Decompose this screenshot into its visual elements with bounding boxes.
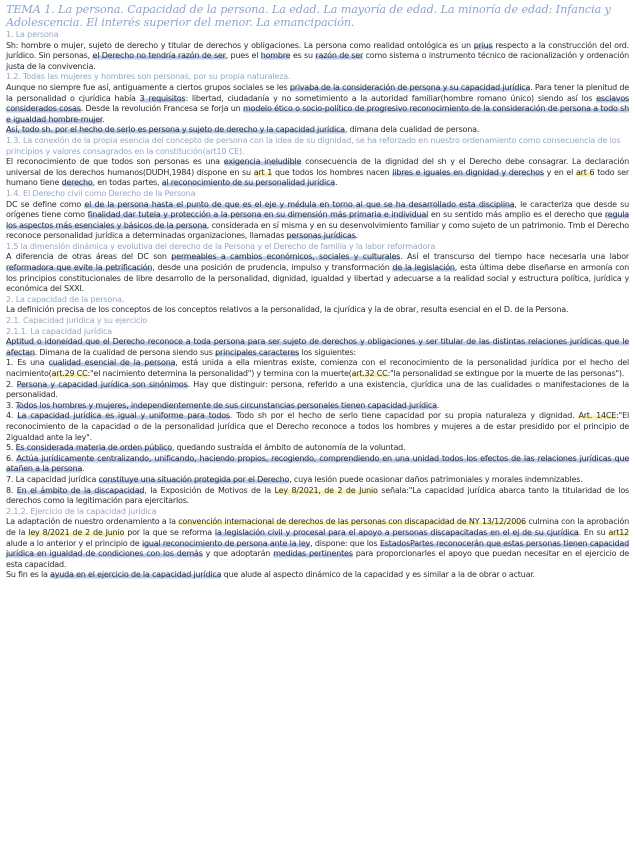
highlight: La capacidad jurídica es igual y uniforme para todos — [17, 411, 230, 421]
heading-1-3: 1.3. La conexión de la propia esencia del concepto de persona con la idea de su dignidad, se ha reforzado en nuestro ordenamiento como consecuencia de los principios y valores consagrados en la constitución(art10 CE). — [6, 135, 621, 156]
highlight: art12 — [608, 527, 629, 537]
highlight: al reconocimiento de su personalidad jurídica — [161, 178, 335, 188]
highlight: cualidad esencial de la persona — [48, 358, 176, 368]
list-item-1: 1. Es una cualidad esencial de la persona, está unida a ella mientras existe, comienza con el reconocimiento de la personalidad jurídica por el hecho del nacimiento(art.29 CC:"el nacimiento determina la personalidad") y termina con la muerte(art.32 CC:"la personalidad se extingue por la muerte de las personas"). — [6, 358, 630, 378]
highlight: principales caracteres — [215, 347, 299, 357]
paragraph-1: Sh: hombre o mujer, sujeto de derecho y titular de derechos y obligaciones. La persona como realidad ontológica es un prius respecto a la construcción del ord. jurídico. Sin personas, el Derecho no tendría razón de ser, pues el hombre es su razón de ser como sistema o instrumento técnico de racionalización y ordenación justa de la convivencia. — [6, 40, 630, 71]
list-item-2: 2. Persona y capacidad jurídica son sinónimos. Hay que distinguir: persona, referido a una existencia, cjurídica una de las cualidades o manifestaciones de la personalidad. — [6, 379, 629, 400]
paragraph-1-2b: Así, todo sh. por el hecho de serlo es persona y sujeto de derecho y la capacidad jurídica, dimana dela cualidad de persona. — [6, 125, 480, 135]
highlight: art.29 CC — [51, 369, 88, 378]
highlight: medidas pertinentes — [273, 549, 353, 559]
highlight: art.32 CC — [351, 369, 388, 378]
heading-2-1-2: 2.1.2. Ejercicio de la capacidad jurídica — [6, 506, 157, 516]
highlight: la legislación civil y procesal para el apoyo a personas discapacitadas en el ej de su cjurídica — [214, 527, 579, 537]
highlight: finalidad dar tutela y protección a la persona en su dimensión más primaria e individual — [87, 210, 429, 220]
paragraph-1-4: DC se define como el de la persona hasta el punto de que es el eje y médula en torno al que se ha desarrollado esta disciplina, le caracteriza que desde su orígenes tiene como finalidad dar tutela y protección a la persona en su dimensión más primaria e individual en su sentido más amplio es el derecho que regula los aspectos más esenciales y básicos de la persona, considerada en sí misma y en su desenvolvimiento familiar y como sujeto de un patrimonio. Tmb el Derecho reconoce personalidad jurídica a determinadas organizaciones, llamadas personas jurídicas. — [6, 199, 630, 241]
highlight: exigencia ineludible — [223, 157, 302, 167]
highlight: Aptitud o idoneidad que el Derecho reconoce a toda persona para ser sujeto de derechos y obligaciones y ser titular de las distintas relaciones jurídicas que le afectan — [6, 337, 629, 357]
highlight: esclavos considerados cosas — [6, 93, 629, 114]
highlight: ayuda en el ejercicio de la capacidad jurídica — [50, 570, 222, 580]
highlight: ley 8/2021 de 2 de Junio — [28, 527, 125, 537]
heading-1-4: 1.4. El Derecho civil como Derecho de la Persona — [6, 188, 196, 198]
highlight: constituye una situación protegida por el Derecho — [98, 474, 290, 484]
heading-1: 1. La persona — [6, 30, 59, 39]
highlight: igual reconocimiento de persona ante la ley — [141, 538, 311, 548]
highlight: el Derecho no tendría razón de ser — [92, 51, 226, 61]
list-item-3: 3. Todos los hombres y mujeres, independientemente de sus circunstancias personales tienen capacidad jurídica. — [6, 400, 440, 410]
heading-2: 2. La capacidad de la persona. — [6, 294, 125, 304]
highlight: de la legislación — [392, 263, 455, 273]
highlight: Todos los hombres y mujeres, independientemente de sus circunstancias personales tienen capacidad jurídica — [15, 400, 437, 410]
highlight: EstadosPartes reconocerán que estas personas tienen capacidad jurídica en igualdad de condiciones con los demás — [6, 538, 629, 559]
highlight: regula los aspectos más esenciales y básicos de la persona — [6, 210, 629, 230]
highlight: modelo ético o socio-político de progresivo reconocimiento de la consideración de persona a todo sh e igualdad hombre-mujer — [6, 104, 629, 124]
paragraph-1-3: El reconocimiento de que todos son personas es una exigencia ineludible consecuencia de la dignidad del sh y el Derecho debe consagrar. La declaración universal de los derechos humanos(DUDH,1984) dispone en su art 1 que todos los hombres nacen libres e iguales en dignidad y derechos y en el art 6 todo ser humano tiene derecho, en todas partes, al reconocimiento de su personalidad jurídica. — [6, 157, 629, 188]
highlight: derecho — [61, 178, 93, 188]
highlight: art 6 — [575, 167, 595, 177]
page-title: TEMA 1. La persona. Capacidad de la persona. La edad. La mayoría de edad. La minoría de edad: Infancia y Adolescencia. El interés superior del menor. La emancipación. — [6, 3, 611, 29]
paragraph-1-2: Aunque no siempre fue así, antiguamente a ciertos grupos sociales se les privaba de la consideración de persona y su capacidad jurídica. Para tener la plenitud de la personalidad o cjurídica había 3 requisitos: libertad, ciudadanía y no sometimiento a la autoridad familiar(hombre romano único) siendo así los esclavos considerados cosas. Desde la revolución Francesa se forja un modelo ético o socio-político de progresivo reconocimiento de la consideración de persona a todo sh e igualdad hombre-mujer. — [6, 82, 630, 124]
highlight: En el ámbito de la discapacidad — [16, 485, 145, 495]
highlight: permeables a cambios económicos, sociales y culturales — [171, 252, 401, 262]
heading-2-1: 2.1. Capacidad jurídica y su ejercicio — [6, 316, 148, 326]
highlight: personas jurídicas — [286, 231, 356, 241]
list-item-7: 7. La capacidad jurídica constituye una situación protegida por el Derecho, cuya lesión puede ocasionar daños patrimoniales y morales indemnizables. — [6, 474, 583, 484]
highlight: el de la persona hasta el punto de que es el eje y médula en torno al que se ha desarrollado esta disciplina — [84, 199, 515, 209]
highlight: libres e iguales en dignidad y derechos — [392, 167, 544, 177]
list-item-5: 5. Es considerada materia de orden público, quedando sustraída el ámbito de autonomía de la voluntad. — [6, 443, 406, 453]
highlight: prius — [473, 40, 493, 50]
highlight: privaba de la consideración de persona y su capacidad jurídica — [289, 82, 531, 92]
list-item-6: 6. Actúa jurídicamente centralizando, unificando, haciendo propios, recogiendo, comprendiendo en una unidad todos los efectos de las relaciones jurídicas que atañen a la persona. — [6, 453, 630, 474]
highlight: hombre — [260, 51, 291, 61]
highlight: Persona y capacidad jurídica son sinónimos — [16, 379, 188, 389]
paragraph-2: La definición precisa de los conceptos de los conceptos relativos a la personalidad, la cjurídica y la de obrar, resulta esencial en el D. de la Persona. — [6, 305, 569, 315]
list-item-4: 4. La capacidad jurídica es igual y uniforme para todos. Todo sh por el hecho de serlo tiene capacidad por su propia naturaleza y dignidad. Art. 14CE:"El reconocimiento de la capacidad o de la personalidad jurídica que el Derecho reconoce a todos los hombres y mujeres a de estar presidido por el principio de 2igualdad ante la ley". — [6, 411, 629, 442]
paragraph-1-5: A diferencia de otras áreas del DC son permeables a cambios económicos, sociales y culturales. Así el transcurso del tiempo hace necesaria una labor reformadora que evite la petrificación, desde una posición de prudencia, impulso y transformación de la legislación, esta última debe diseñarse en armonía con los principios constitucionales de libre desarrollo de la personalidad, dignidad, igualdad y libertad y adecuarse a la realidad social y estructura política, jurídica y económica del SXXI. — [6, 252, 629, 294]
highlight: razón de ser — [315, 51, 364, 61]
paragraph-2-1-2b: Su fin es la ayuda en el ejercicio de la capacidad jurídica que alude al aspecto dinámico de la capacidad y es similar a la de obrar o actuar. — [6, 570, 535, 580]
highlight: reformadora que evite la petrificación — [6, 263, 153, 273]
highlight: Ley 8/2021, de 2 de Junio — [274, 485, 378, 495]
highlight: 3 requisitos — [139, 93, 186, 103]
highlight: Actúa jurídicamente centralizando, unificando, haciendo propios, recogiendo, comprendiendo en una unidad todos los efectos de las relaciones jurídicas que atañen a la persona — [6, 453, 630, 474]
highlight: Así, todo sh. por el hecho de serlo es persona y sujeto de derecho y la capacidad jurídica — [6, 125, 345, 135]
paragraph-2-1-2: La adaptación de nuestro ordenamiento a la convención internacional de derechos de las personas con discapacidad de NY 13/12/2006 culmina con la aprobación de la ley 8/2021 de 2 de Junio por la que se reforma la legislación civil y procesal para el apoyo a personas discapacitadas en el ej de su cjurídica. En su art12 alude a lo anterior y el principio de igual reconocimiento de persona ante la ley, dispone: que los EstadosPartes reconocerán que estas personas tienen capacidad jurídica en igualdad de condiciones con los demás y que adoptarán medidas pertinentes para proporcionarles el apoyo que puedan necesitar en el ejercicio de esta capacidad. — [6, 517, 629, 569]
highlight: art 1 — [253, 167, 273, 177]
highlight: convención internacional de derechos de las personas con discapacidad de NY 13/12/2006 — [178, 517, 526, 527]
list-item-8: 8. En el ámbito de la discapacidad, la Exposición de Motivos de la Ley 8/2021, de 2 de Junio señala:"La capacidad jurídica abarca tanto la titularidad de los derechos como la legitimación para ejercitarlos. — [6, 485, 629, 506]
highlight: Es considerada materia de orden público — [15, 443, 172, 453]
heading-1-5: 1.5 la dimensión dinámica y evolutiva del derecho de la Persona y el Derecho de familia y la labor reformadora — [6, 241, 436, 251]
heading-1-2: 1.2. Todas las mujeres y hombres son personas, por su propia naturaleza. — [6, 72, 291, 82]
highlight: Art. 14CE — [578, 411, 617, 421]
heading-2-1-1: 2.1.1. La capacidad jurídica — [6, 326, 113, 336]
paragraph-2-1-1: Aptitud o idoneidad que el Derecho reconoce a toda persona para ser sujeto de derechos y obligaciones y ser titular de las distintas relaciones jurídicas que le afectan. Dimana de la cualidad de persona siendo sus principales caracteres los siguientes: — [6, 337, 629, 357]
